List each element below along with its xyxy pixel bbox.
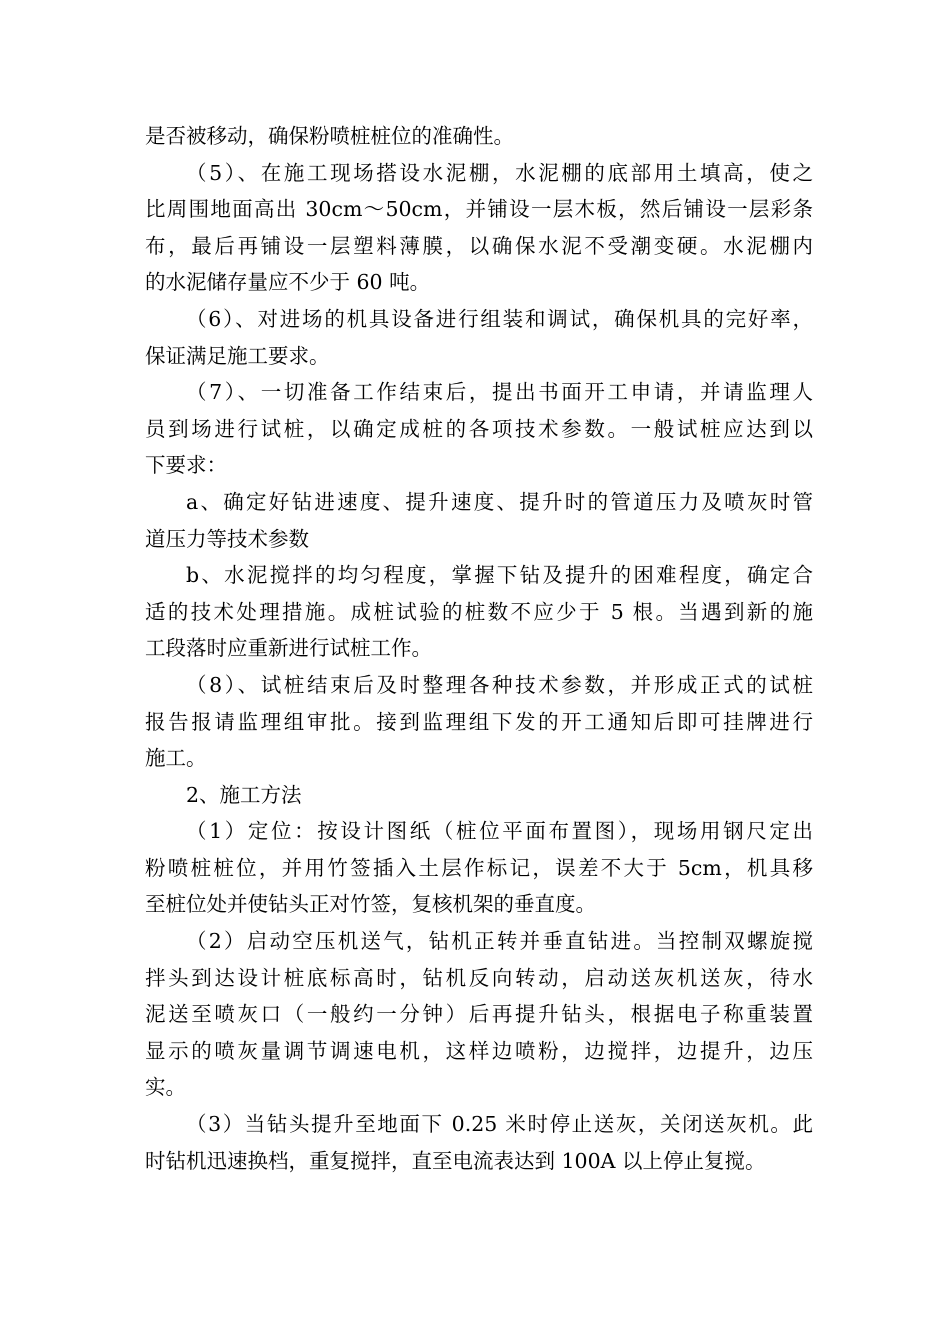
text-line: 比周围地面高出 30cm～50cm，并铺设一层木板，然后铺设一层彩条 bbox=[145, 197, 813, 222]
text-line: 显示的喷灰量调节调速电机，这样边喷粉，边搅拌，边提升，边压 bbox=[145, 1038, 813, 1063]
text-line: 至桩位处并使钻头正对竹签，复核机架的垂直度。 bbox=[145, 892, 596, 917]
text-line: 下要求： bbox=[145, 453, 227, 478]
text-line: 拌头到达设计桩底标高时，钻机反向转动，启动送灰机送灰，待水 bbox=[145, 965, 813, 990]
text-line: 泥送至喷灰口（一般约一分钟）后再提升钻头，根据电子称重装置 bbox=[145, 1002, 813, 1027]
text-line: 粉喷桩桩位，并用竹签插入土层作标记，误差不大于 5cm，机具移 bbox=[145, 855, 813, 880]
text-line: 是否被移动，确保粉喷桩桩位的准确性。 bbox=[145, 124, 514, 148]
text-line: 报告报请监理组审批。接到监理组下发的开工通知后即可挂牌进行 bbox=[145, 709, 813, 734]
text-line: （2）启动空压机送气，钻机正转并垂直钻进。当控制双螺旋搅 bbox=[186, 929, 813, 954]
document-body bbox=[145, 118, 813, 1179]
text-line: 适的技术处理措施。成桩试验的桩数不应少于 5 根。当遇到新的施 bbox=[145, 599, 813, 624]
text-line: 的水泥储存量应不少于 60 吨。 bbox=[145, 270, 431, 295]
text-line: （1）定位：按设计图纸（桩位平面布置图），现场用钢尺定出 bbox=[186, 819, 813, 844]
text-line: 布，最后再铺设一层塑料薄膜，以确保水泥不受潮变硬。水泥棚内 bbox=[145, 233, 813, 258]
paragraph-p0 bbox=[145, 118, 813, 155]
text-line: 实。 bbox=[145, 1075, 186, 1100]
text-line: b、水泥搅拌的均匀程度，掌握下钻及提升的困难程度，确定合 bbox=[186, 563, 813, 588]
text-line: 工段落时应重新进行试桩工作。 bbox=[145, 636, 432, 661]
text-line: （5）、在施工现场搭设水泥棚，水泥棚的底部用土填高，使之 bbox=[186, 160, 813, 185]
paragraph-p10 bbox=[145, 1106, 813, 1179]
text-line: （6）、对进场的机具设备进行组装和调试，确保机具的完好率， bbox=[186, 306, 813, 331]
paragraph-p2 bbox=[145, 301, 813, 374]
text-line: 保证满足施工要求。 bbox=[145, 343, 330, 368]
text-line: 2、施工方法 bbox=[186, 782, 302, 807]
paragraph-p5 bbox=[145, 557, 813, 667]
paragraph-p3 bbox=[145, 374, 813, 484]
paragraph-p6 bbox=[145, 667, 813, 777]
paragraph-p1 bbox=[145, 155, 813, 301]
paragraph-p8 bbox=[145, 813, 813, 923]
text-line: 时钻机迅速换档，重复搅拌，直至电流表达到 100A 以上停止复搅。 bbox=[145, 1148, 766, 1173]
text-line: （8）、试桩结束后及时整理各种技术参数，并形成正式的试桩 bbox=[186, 672, 813, 697]
text-line: 员到场进行试桩，以确定成桩的各项技术参数。一般试桩应达到以 bbox=[145, 416, 813, 441]
paragraph-p9 bbox=[145, 923, 813, 1106]
text-line: a、确定好钻进速度、提升速度、提升时的管道压力及喷灰时管 bbox=[186, 489, 813, 514]
text-line: 道压力等技术参数 bbox=[145, 526, 309, 551]
paragraph-p7 bbox=[145, 777, 813, 814]
text-line: 施工。 bbox=[145, 746, 207, 771]
paragraph-p4 bbox=[145, 484, 813, 557]
text-line: （3）当钻头提升至地面下 0.25 米时停止送灰，关闭送灰机。此 bbox=[186, 1112, 813, 1137]
text-line: （7）、一切准备工作结束后，提出书面开工申请，并请监理人 bbox=[186, 380, 813, 405]
